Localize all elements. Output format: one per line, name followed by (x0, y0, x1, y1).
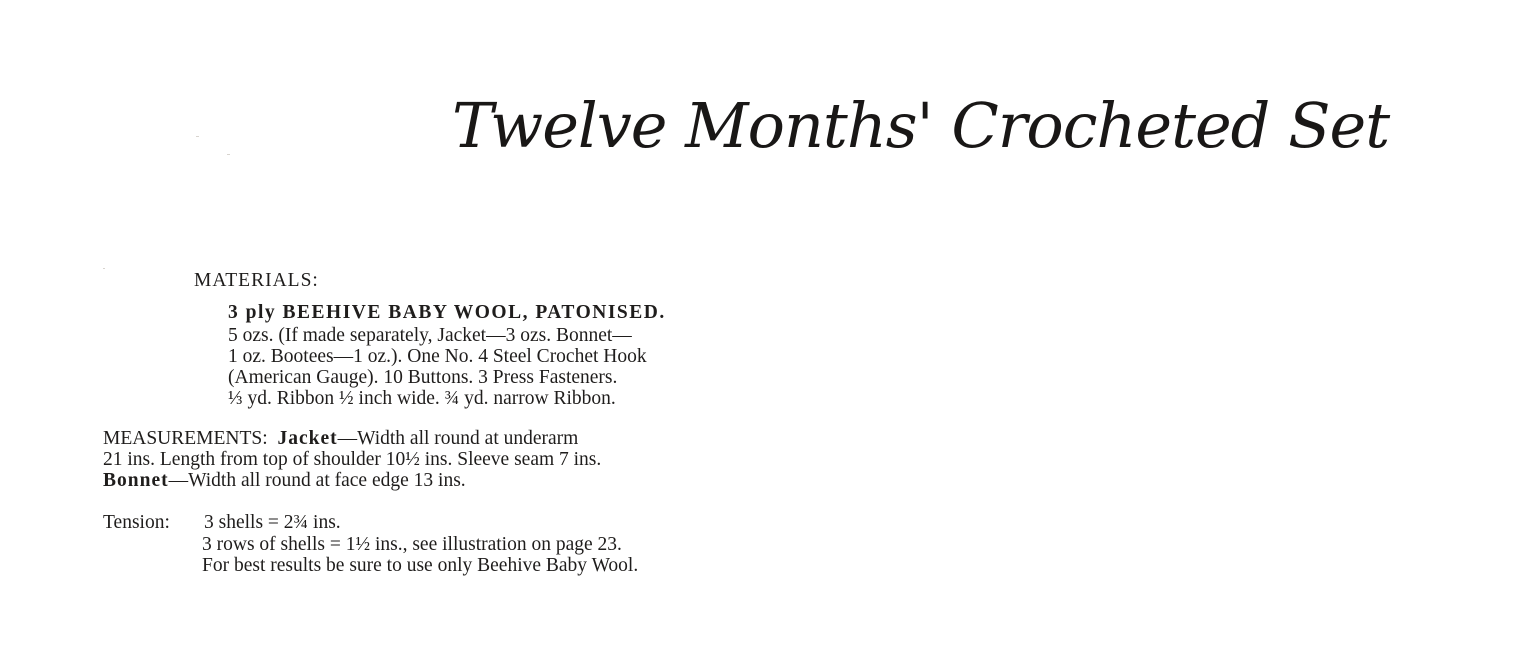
measurements-section (103, 428, 601, 491)
jacket-text: —Width all round at underarm (337, 428, 579, 449)
paper-speck (196, 136, 199, 137)
materials-list (228, 302, 666, 409)
tension-label: Tension: (103, 512, 170, 533)
tension-line: 3 rows of shells = 1½ ins., see illustration on page 23. (202, 534, 622, 555)
bonnet-text: —Width all round at face edge 13 ins. (168, 470, 466, 491)
materials-line: 5 ozs. (If made separately, Jacket—3 ozs. Bonnet— (228, 325, 632, 346)
tension-line: For best results be sure to use only Beehive Baby Wool. (202, 555, 639, 576)
materials-line: ⅓ yd. Ribbon ½ inch wide. ¾ yd. narrow Ribbon. (228, 388, 616, 409)
tension-line: 3 shells = 2¾ ins. (204, 512, 341, 533)
materials-label: MATERIALS: (194, 270, 319, 291)
jacket-text-line2: 21 ins. Length from top of shoulder 10½ ins. Sleeve seam 7 ins. (103, 449, 602, 470)
tension-details (202, 534, 638, 576)
paper-speck (227, 154, 230, 155)
measurements-line (103, 428, 601, 449)
bonnet-label: Bonnet (103, 470, 169, 491)
jacket-label: Jacket (277, 428, 338, 449)
measurements-label: MEASUREMENTS: (103, 428, 268, 449)
materials-line: 1 oz. Bootees—1 oz.). One No. 4 Steel Crochet Hook (228, 346, 647, 367)
page-title: Twelve Months' Crocheted Set (452, 89, 1390, 162)
bonnet-line (103, 470, 601, 491)
materials-line: (American Gauge). 10 Buttons. 3 Press Fasteners. (228, 367, 618, 388)
materials-heading: 3 ply BEEHIVE BABY WOOL, PATONISED. (228, 302, 666, 323)
paper-speck (103, 268, 105, 269)
